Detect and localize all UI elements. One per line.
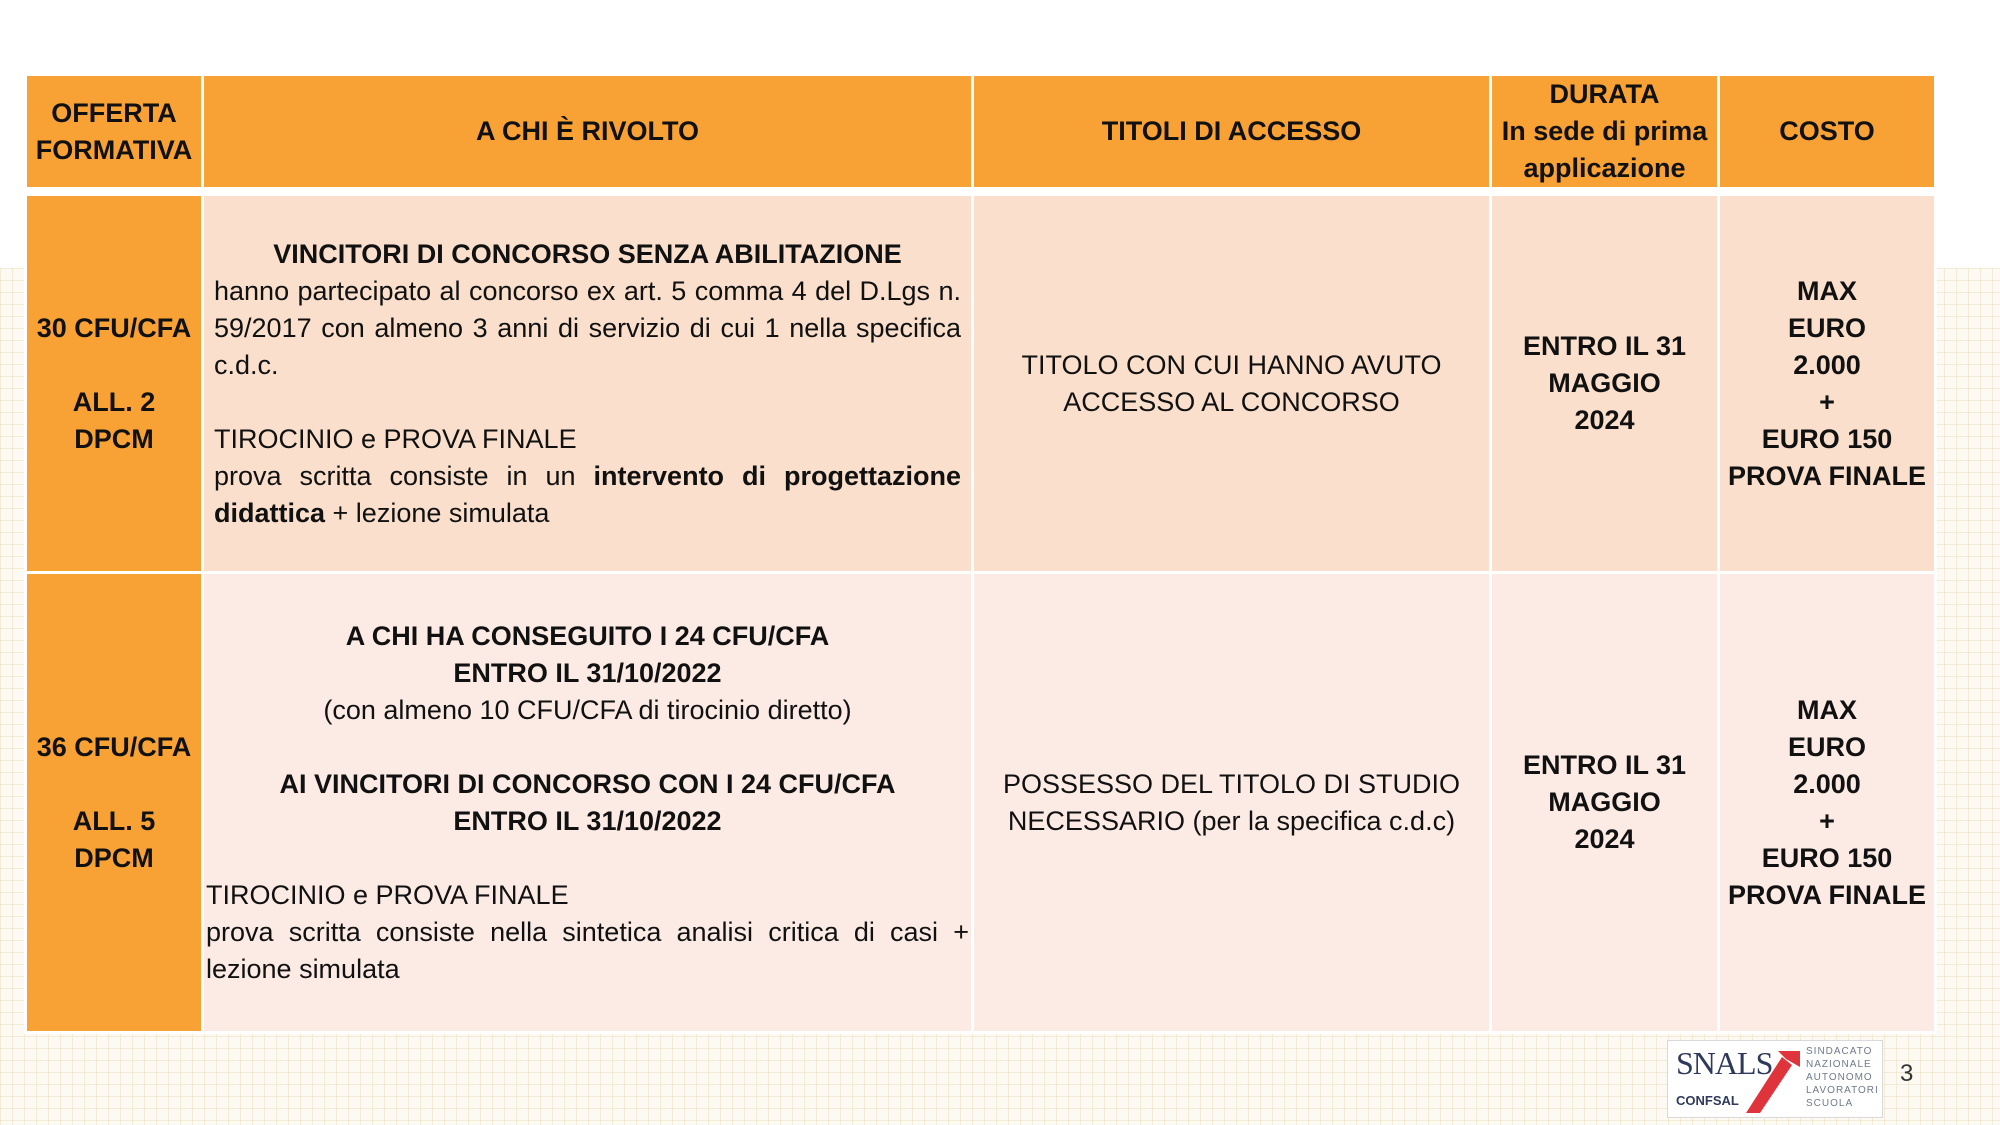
cost-line1: MAX xyxy=(1797,275,1857,306)
logo-confsal: CONFSAL xyxy=(1676,1093,1739,1108)
offer-line3: DPCM xyxy=(74,842,154,873)
offer-line3: DPCM xyxy=(74,423,154,454)
logo-word: NAZIONALE xyxy=(1806,1059,1872,1070)
who-cell xyxy=(203,195,973,573)
header-who: A CHI È RIVOLTO xyxy=(203,75,973,189)
header-cost: COSTO xyxy=(1719,75,1936,189)
cost-line5: EURO 150 xyxy=(1761,842,1893,873)
cost-cell xyxy=(1719,195,1936,573)
who-sub: TIROCINIO e PROVA FINALE xyxy=(214,423,577,454)
cost-line3: 2.000 xyxy=(1793,768,1861,799)
logo-name: SNALS xyxy=(1676,1045,1773,1081)
who-title4: ENTRO IL 31/10/2022 xyxy=(453,805,722,836)
offer-cell xyxy=(26,195,203,573)
who-text: hanno partecipato al concorso ex art. 5 comma 4 del D.Lgs n. 59/2017 con almeno 3 anni di servizio di cui 1 nella specifica c.d.c. xyxy=(214,275,961,380)
offer-line2: ALL. 2 xyxy=(72,386,156,417)
cost-line2: EURO xyxy=(1787,312,1866,343)
duration-line3: 2024 xyxy=(1574,405,1635,435)
header-duration xyxy=(1491,75,1719,189)
header-row xyxy=(26,75,1936,189)
offer-line2: ALL. 5 xyxy=(72,805,156,836)
table-row xyxy=(26,573,1936,1033)
access-line2: ACCESSO AL CONCORSO xyxy=(1063,386,1400,417)
header-duration-line2: In sede di prima xyxy=(1501,116,1708,146)
who-title2: ENTRO IL 31/10/2022 xyxy=(453,657,722,688)
cost-line6: PROVA FINALE xyxy=(1727,879,1926,910)
snals-logo xyxy=(1667,1040,1883,1118)
who-note: (con almeno 10 CFU/CFA di tirocinio diretto) xyxy=(323,694,852,725)
who-title3: AI VINCITORI DI CONCORSO CON I 24 CFU/CFA xyxy=(279,768,896,799)
cost-line2: EURO xyxy=(1787,731,1866,762)
who-cell xyxy=(203,573,973,1033)
page-number: 3 xyxy=(1900,1060,1914,1087)
cost-line1: MAX xyxy=(1797,694,1857,725)
header-duration-line1: DURATA xyxy=(1549,79,1660,109)
cost-line4: + xyxy=(1819,805,1835,836)
access-cell xyxy=(973,195,1491,573)
offer-line1: 36 CFU/CFA xyxy=(36,731,192,762)
who-exam-bold: intervento di progettazione didattica xyxy=(214,460,961,528)
header-offer-line1: OFFERTA xyxy=(51,97,177,128)
offer-line1: 30 CFU/CFA xyxy=(36,312,192,343)
duration-line1: ENTRO IL 31 xyxy=(1522,331,1687,361)
duration-line1: ENTRO IL 31 xyxy=(1522,750,1687,780)
who-exam-post: + lezione simulata xyxy=(325,497,550,528)
duration-line3: 2024 xyxy=(1574,824,1635,854)
access-cell xyxy=(973,573,1491,1033)
access-line1: TITOLO CON CUI HANNO AVUTO xyxy=(1021,349,1442,380)
who-title1: A CHI HA CONSEGUITO I 24 CFU/CFA xyxy=(345,620,830,651)
logo-word: AUTONOMO xyxy=(1806,1072,1873,1083)
header-access: TITOLI DI ACCESSO xyxy=(973,75,1491,189)
cost-cell xyxy=(1719,573,1936,1033)
logo-word: SINDACATO xyxy=(1806,1046,1873,1057)
duration-line2: MAGGIO xyxy=(1548,787,1661,817)
offer-cell xyxy=(26,573,203,1033)
access-line2: NECESSARIO (per la specifica c.d.c) xyxy=(1007,805,1456,836)
offer-table xyxy=(24,73,1937,1034)
who-exam xyxy=(214,458,961,532)
who-exam: prova scritta consiste nella sintetica analisi critica di casi + lezione simulata xyxy=(206,916,969,984)
logo-mark-icon xyxy=(1738,1047,1808,1115)
duration-cell xyxy=(1491,573,1719,1033)
header-offer-line2: FORMATIVA xyxy=(35,134,193,165)
header-duration-line3: applicazione xyxy=(1523,153,1686,183)
header-offer xyxy=(26,75,203,189)
logo-word: LAVORATORI xyxy=(1806,1085,1879,1096)
cost-line3: 2.000 xyxy=(1793,349,1861,380)
who-sub: TIROCINIO e PROVA FINALE xyxy=(206,879,569,910)
table-row xyxy=(26,195,1936,573)
who-title: VINCITORI DI CONCORSO SENZA ABILITAZIONE xyxy=(273,238,902,269)
who-exam-pre: prova scritta consiste in un xyxy=(214,460,594,491)
duration-line2: MAGGIO xyxy=(1548,368,1661,398)
logo-word: SCUOLA xyxy=(1806,1098,1854,1109)
logo-words xyxy=(1806,1045,1882,1110)
cost-line6: PROVA FINALE xyxy=(1727,460,1926,491)
duration-cell xyxy=(1491,195,1719,573)
cost-line5: EURO 150 xyxy=(1761,423,1893,454)
access-line1: POSSESSO DEL TITOLO DI STUDIO xyxy=(1002,768,1461,799)
cost-line4: + xyxy=(1819,386,1835,417)
